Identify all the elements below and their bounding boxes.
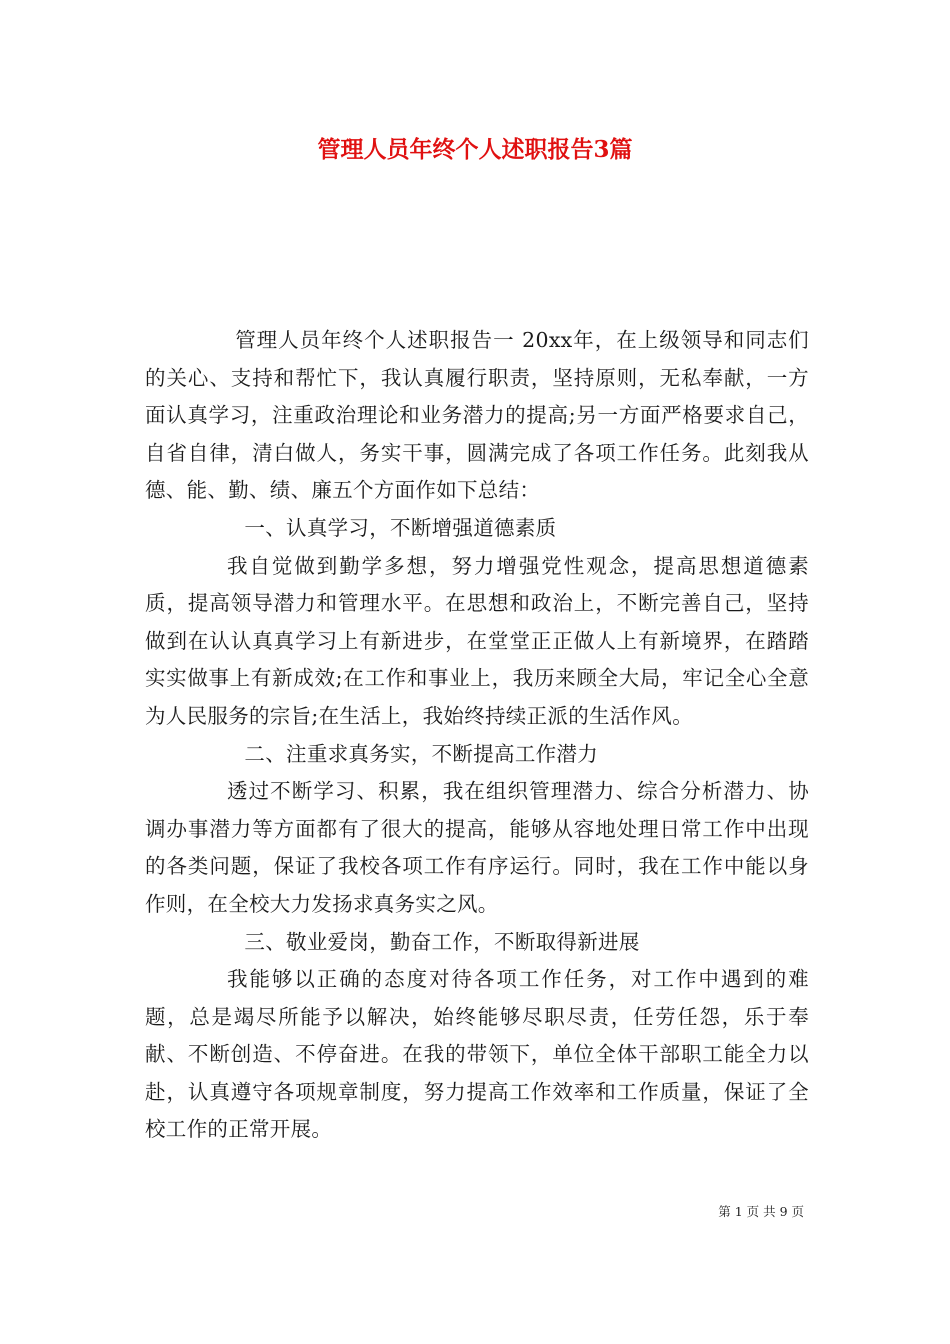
section-heading-2: 二、注重求真务实，不断提高工作潜力	[244, 741, 599, 766]
intro-paragraph: 管理人员年终个人述职报告一 20xx年，在上级领导和同志们的关心、支持和帮忙下，我认真履行职责，坚持原则，无私奉献，一方面认真学习，注重政治理论和业务潜力的提高;另一方面严格要求自己，自省自律，清白做人，务实干事，圆满完成了各项工作任务。此刻我从德、能、勤、绩、廉五个方面作如下总结：	[145, 328, 809, 503]
section-heading-3: 三、敬业爱岗，勤奋工作，不断取得新进展	[244, 929, 640, 954]
section-heading-1: 一、认真学习，不断增强道德素质	[244, 515, 557, 540]
page-number: 第 1 页 共 9 页	[718, 1204, 804, 1219]
section-paragraph-3: 我能够以正确的态度对待各项工作任务，对工作中遇到的难题，总是竭尽所能予以解决，始终能够尽职尽责，任劳任怨，乐于奉献、不断创造、不停奋进。在我的带领下，单位全体干部职工能全力以赴，认真遵守各项规章制度，努力提高工作效率和工作质量，保证了全校工作的正常开展。	[145, 967, 809, 1142]
section-paragraph-1: 我自觉做到勤学多想，努力增强党性观念，提高思想道德素质，提高领导潜力和管理水平。在思想和政治上，不断完善自己，坚持做到在认认真真学习上有新进步，在堂堂正正做人上有新境界，在踏踏实实做事上有新成效;在工作和事业上，我历来顾全大局，牢记全心全意为人民服务的宗旨;在生活上，我始终持续正派的生活作风。	[145, 553, 809, 728]
document-title: 管理人员年终个人述职报告3篇	[317, 136, 633, 163]
section-paragraph-2: 透过不断学习、积累，我在组织管理潜力、综合分析潜力、协调办事潜力等方面都有了很大的提高，能够从容地处理日常工作中出现的各类问题，保证了我校各项工作有序运行。同时，我在工作中能以身作则，在全校大力发扬求真务实之风。	[145, 779, 809, 916]
document-body	[145, 322, 809, 1149]
